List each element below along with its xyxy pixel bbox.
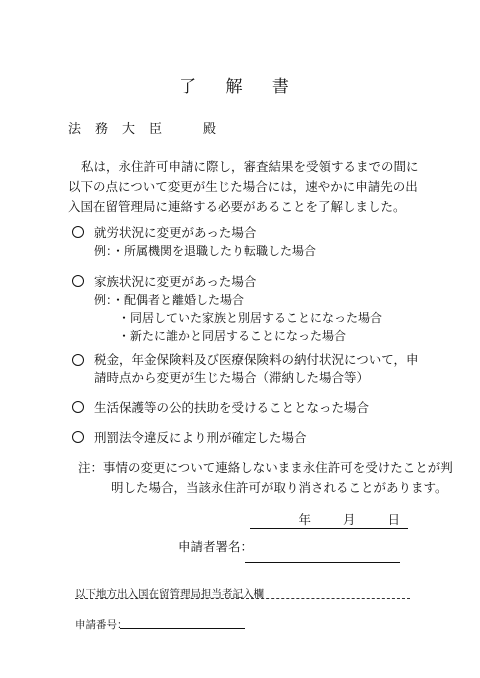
application-number-field[interactable] <box>120 628 245 629</box>
document-title: 了 解 書 <box>179 77 301 97</box>
signature-field[interactable] <box>245 562 400 563</box>
list-item <box>72 429 307 447</box>
circle-bullet-icon <box>72 226 84 238</box>
item-text: 家族状況に変更があった場合 <box>94 274 257 289</box>
date-field[interactable] <box>250 510 408 529</box>
item-text: 就労状況に変更があった場合 <box>94 225 257 240</box>
circle-bullet-icon <box>72 401 84 413</box>
circle-bullet-icon <box>72 275 84 287</box>
note-paragraph: 注：事情の変更について連絡しないまま永住許可を受けたことが判明した場合，当該永住許可が取り消されることがあります。 <box>78 460 453 495</box>
date-year-label: 年 <box>298 512 311 527</box>
application-number-label: 申請番号： <box>75 619 128 631</box>
office-use-divider <box>75 598 410 599</box>
office-use-label: 以下地方出入国在留管理局担当者記入欄 <box>75 588 264 600</box>
item-text: 刑罰法令違反により刑が確定した場合 <box>94 430 307 445</box>
date-month-label: 月 <box>342 512 356 527</box>
list-item <box>72 399 369 417</box>
item-example: ・新たに誰かと同居することになった場合 <box>118 329 347 343</box>
circle-bullet-icon <box>72 354 84 366</box>
circle-bullet-icon <box>72 431 84 443</box>
item-example: 例：・配偶者と離婚した場合 <box>94 293 245 307</box>
item-text: 生活保護等の公的扶助を受けることとなった場合 <box>94 400 370 415</box>
item-example: 例：・所属機関を退職したり転職した場合 <box>94 244 317 258</box>
addressee: 法務大臣 殿 <box>68 122 231 137</box>
signature-label: 申請者署名： <box>178 539 254 554</box>
item-text: 税金，年金保険料及び医療保険料の納付状況について，申請時点から変更が生じた場合（滞納した場合等） <box>94 352 419 385</box>
body-paragraph: 私は，永住許可申請に際し，審査結果を受領するまでの間に以下の点について変更が生じた場合には，速やかに申請先の出入国在留管理局に連絡する必要があることを了解しました。 <box>68 159 419 214</box>
date-day-label: 日 <box>387 512 400 527</box>
list-item <box>72 351 422 387</box>
list-item <box>72 224 256 242</box>
item-example: ・同居していた家族と別居することになった場合 <box>118 311 383 325</box>
list-item <box>72 273 256 291</box>
